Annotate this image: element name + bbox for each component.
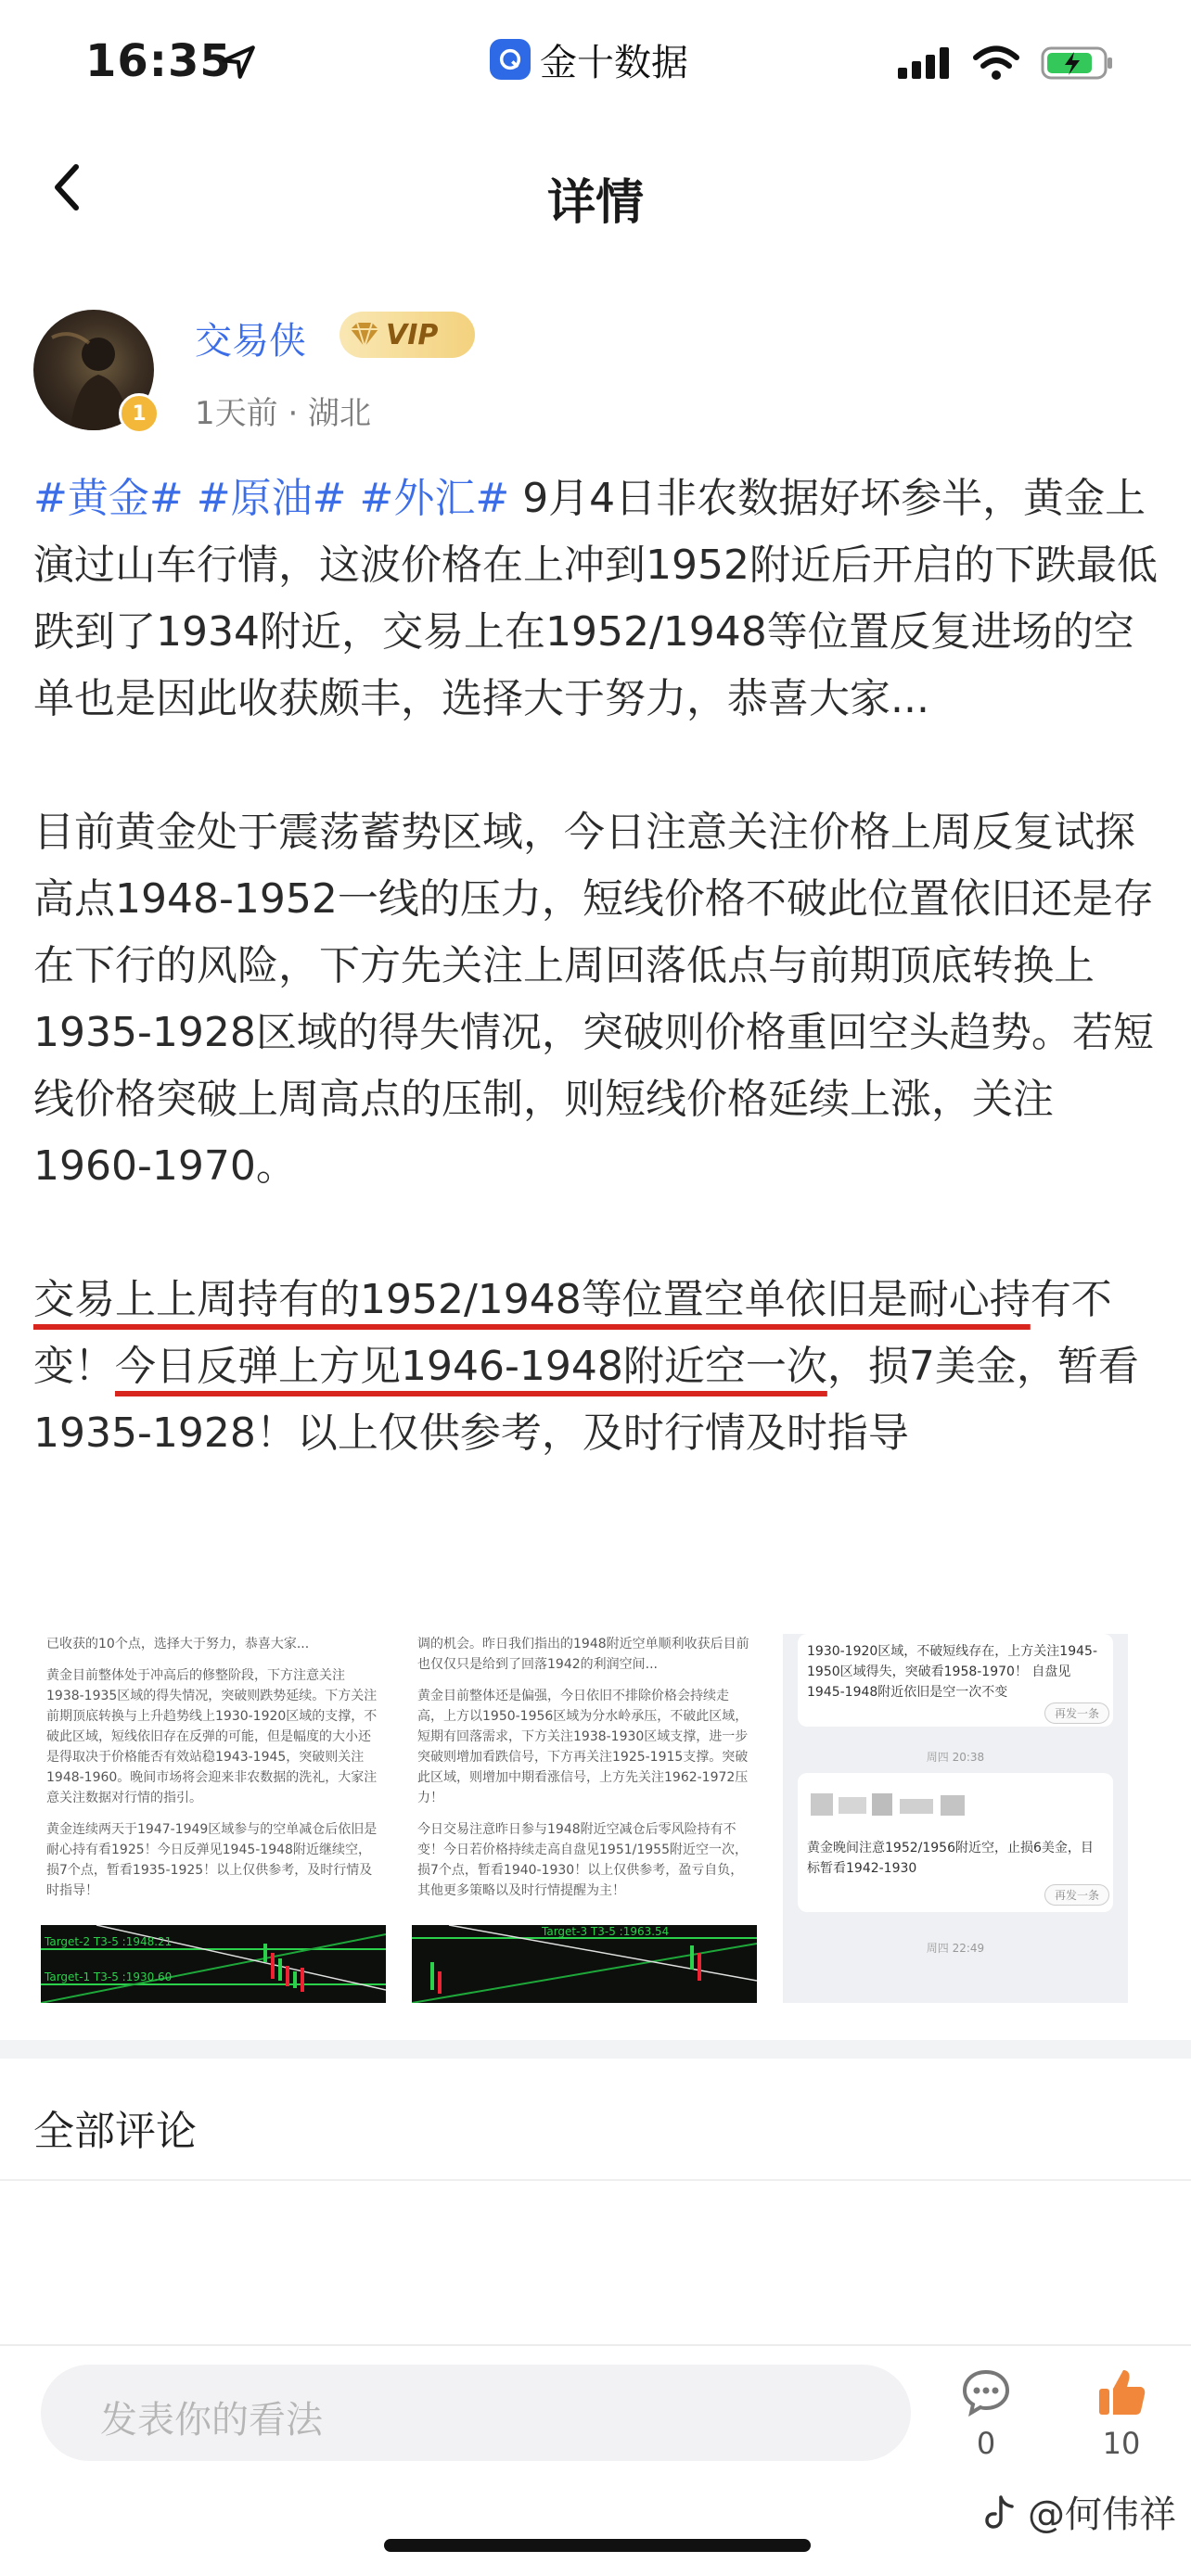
vip-label: VIP	[386, 318, 439, 351]
comments-divider	[0, 2179, 1191, 2181]
app-name: 金十数据	[540, 41, 688, 84]
image-3-message-2-text: 黄金晚间注意1952/1956附近空，止损6美金，目标暂看1942-1930	[807, 1841, 1094, 1876]
image-3-blurred-text	[811, 1786, 996, 1823]
post-meta: 1天前 · 湖北	[195, 395, 372, 432]
vip-badge	[339, 312, 475, 358]
paragraph-3-text-a: 有不变！	[33, 1276, 1112, 1390]
status-time: 16:35	[85, 35, 232, 87]
image-gallery	[41, 1634, 1159, 2003]
image-thumbnail-3[interactable]	[783, 1634, 1128, 2003]
nav-bar	[0, 130, 1191, 250]
paragraph-3	[33, 1267, 1158, 1467]
topic-tag-gold[interactable]: #黄金#	[33, 475, 184, 522]
cellular-signal-icon	[898, 47, 952, 79]
comment-input[interactable]	[41, 2365, 911, 2461]
paragraph-1	[33, 465, 1158, 733]
watermark	[984, 2485, 1176, 2538]
back-to-app[interactable]	[490, 33, 688, 85]
image-3-resend-chip-1: 再发一条	[1044, 1702, 1109, 1724]
image-2-chart	[412, 1925, 757, 2003]
image-1-text-2: 黄金连续两天于1947-1949区域参与的空单减仓后依旧是耐心持有看1925！今日反弹见1945-1948附近继续空，损7个点，暂看1935-1925！以上仅供参考，及时行情及时指导！	[46, 1822, 378, 1898]
image-thumbnail-2[interactable]	[412, 1634, 757, 2003]
post-body	[33, 465, 1158, 1467]
bottom-bar-border	[0, 2344, 1191, 2346]
image-2-top-text: 调的机会。昨日我们指出的1948附近空单顺利收获后目前也仅仅只是给到了回落1942的利润空间...	[417, 1637, 749, 1672]
battery-charging-icon	[1041, 45, 1115, 82]
wifi-icon	[972, 45, 1020, 81]
image-3-message-1: 1930-1920区域，不破短线存在，上方关注1945-1950区域得失，突破看1958-1970！ 自盘见1945-1948附近依旧是空一次不变	[798, 1634, 1113, 1727]
image-2-chart-label-1: Target-3 T3-5 :1963.54	[542, 1925, 670, 1938]
paragraph-1-text: 9月4日非农数据好坏参半，黄金上演过山车行情，这波价格在上冲到1952附近后开启的下跌最低跌到了1934附近，交易上在1952/1948等位置反复进场的空单也是因此收获颇丰，选择大于努力，恭喜大家...	[33, 475, 1158, 722]
comment-count: 0	[976, 2426, 996, 2461]
image-2-text-1: 黄金目前整体还是偏强，今日依旧不排除价格会持续走高，上方以1950-1956区域为分水岭承压，不破此区域，短期有回落需求，下方关注1938-1930区域支撑，进一步突破则增加看跌信号，下方再关注1925-1915支撑。突破此区域，则增加中期看涨信号，上方先关注1962-1972压力！	[417, 1689, 749, 1805]
section-divider	[0, 2040, 1191, 2059]
watermark-text: @何伟祥	[1028, 2493, 1176, 2536]
page-title: 详情	[546, 175, 644, 231]
paragraph-3-text-b: ，损7美金，暂看1935-1928！以上仅供参考，及时行情及时指导	[33, 1343, 1139, 1457]
image-1-top-text: 已收获的10个点，选择大于努力，恭喜大家...	[46, 1637, 310, 1651]
comment-input-placeholder: 发表你的看法	[100, 2399, 323, 2442]
image-2-text-2: 今日交易注意昨日参与1948附近空减仓后零风险持有不变！今日若价格持续走高自盘见1951/1955附近空一次，损7个点，暂看1940-1930！以上仅供参考，盈亏自负，其他更多策略以及时行情提醒为主！	[417, 1822, 748, 1898]
like-button[interactable]	[1080, 2366, 1163, 2461]
image-thumbnail-1[interactable]	[41, 1634, 386, 2003]
image-3-timestamp-2: 周四 22:49	[926, 1942, 985, 1955]
image-3-timestamp-1: 周四 20:38	[926, 1751, 985, 1764]
home-indicator[interactable]	[384, 2539, 811, 2552]
comments-title: 全部评论	[33, 2108, 197, 2155]
like-count: 10	[1102, 2426, 1141, 2461]
location-arrow-icon	[219, 43, 258, 82]
topic-tag-fx[interactable]: #外汇#	[359, 475, 510, 522]
image-1-chart-label-2: Target-1 T3-5 :1930.60	[45, 1970, 173, 1983]
underlined-text-1: 交易上上周持有的1952/1948等位置空单依旧是耐心持	[33, 1276, 1031, 1323]
comment-button[interactable]	[944, 2366, 1028, 2461]
diamond-icon	[349, 322, 380, 348]
comment-bubble-icon	[960, 2366, 1012, 2418]
status-bar	[0, 0, 1191, 130]
paragraph-2: 目前黄金处于震荡蓄势区域，今日注意关注价格上周反复试探高点1948-1952一线的压力，短线价格不破此位置依旧还是存在下行的风险，下方先关注上周回落低点与前期顶底转换上1935-1928区域的得失情况，突破则价格重回空头趋势。若短线价格突破上周高点的压制，则短线价格延续上涨，关注1960-1970。	[33, 809, 1154, 1190]
level-badge: 1	[119, 393, 160, 434]
image-1-chart	[41, 1925, 386, 2003]
image-1-chart-label-1: Target-2 T3-5 :1948.21	[45, 1935, 173, 1948]
underlined-text-2: 今日反弹上方见1946-1948附近空一次	[115, 1343, 827, 1390]
douyin-logo-icon	[984, 2495, 1016, 2531]
jin10-logo-icon	[490, 39, 531, 80]
thumbs-up-icon	[1095, 2366, 1147, 2418]
topic-tag-oil[interactable]: #原油#	[196, 475, 347, 522]
image-3-resend-chip-2: 再发一条	[1044, 1884, 1109, 1906]
author-name[interactable]: 交易侠	[195, 320, 306, 363]
image-1-text-1: 黄金目前整体处于冲高后的修整阶段，下方注意关注1938-1935区域的得失情况，突破则跌势延续。下方关注前期顶底转换与上升趋势线上1930-1920区域的支撑，不破此区域，短线依旧存在反弹的可能，但是幅度的大小还是得取决于价格能否有效站稳1943-1945，突破则关注1948-1960。晚间市场将会迎来非农数据的洗礼，大家注意关注数据对行情的指引。	[46, 1668, 378, 1805]
